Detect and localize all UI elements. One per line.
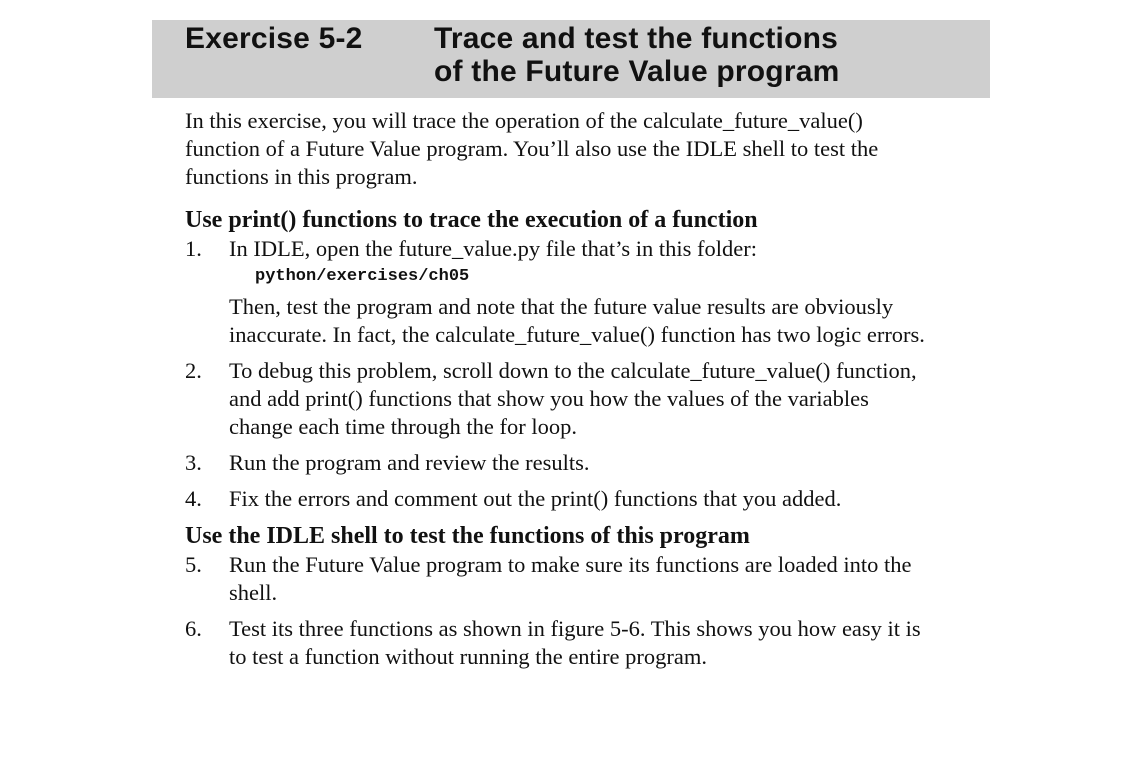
step-number: 3. — [185, 450, 202, 475]
step-text-line: shell. — [229, 580, 278, 605]
step-2 — [185, 357, 975, 441]
exercise-title — [434, 22, 839, 88]
steps-list-trace — [185, 235, 975, 513]
step-number: 1. — [185, 236, 202, 261]
exercise-title-line: Trace and test the functions — [434, 22, 839, 55]
step-number: 6. — [185, 616, 202, 641]
step-3 — [185, 449, 975, 477]
step-text-line: Run the Future Value program to make sure its functions are loaded into the — [229, 552, 912, 577]
folder-path-code: python/exercises/ch05 — [255, 267, 470, 286]
exercise-title-line: of the Future Value program — [434, 55, 840, 88]
exercise-body — [185, 107, 975, 679]
intro-line: function of a Future Value program. You’ll also use the IDLE shell to test the — [185, 136, 879, 161]
step-6 — [185, 615, 975, 671]
step-4 — [185, 485, 975, 513]
section-heading-trace: Use print() functions to trace the execution of a function — [185, 207, 758, 233]
step-text-line: inaccurate. In fact, the calculate_future_value() function has two logic errors. — [229, 322, 925, 347]
intro-line: In this exercise, you will trace the operation of the calculate_future_value() — [185, 108, 863, 133]
step-text-line: In IDLE, open the future_value.py file that’s in this folder: — [229, 236, 757, 261]
step-text-line: to test a function without running the entire program. — [229, 644, 708, 669]
step-text-line: change each time through the for loop. — [229, 414, 578, 439]
exercise-number: Exercise 5-2 — [185, 22, 363, 55]
step-5 — [185, 551, 975, 607]
step-text-line: Fix the errors and comment out the print() functions that you added. — [229, 486, 842, 511]
steps-list-idle-shell — [185, 551, 975, 671]
intro-line: functions in this program. — [185, 164, 418, 189]
intro-paragraph — [185, 107, 975, 191]
step-text-line: Test its three functions as shown in figure 5-6. This shows you how easy it is — [229, 616, 921, 641]
step-text-line: To debug this problem, scroll down to the calculate_future_value() function, — [229, 358, 917, 383]
step-number: 2. — [185, 358, 202, 383]
step-number: 4. — [185, 486, 202, 511]
step-text-line: and add print() functions that show you how the values of the variables — [229, 386, 869, 411]
step-text-line: Run the program and review the results. — [229, 450, 590, 475]
step-number: 5. — [185, 552, 202, 577]
section-heading-idle-shell: Use the IDLE shell to test the functions of this program — [185, 523, 750, 549]
step-text-line: Then, test the program and note that the future value results are obviously — [229, 294, 894, 319]
step-1 — [185, 235, 975, 349]
